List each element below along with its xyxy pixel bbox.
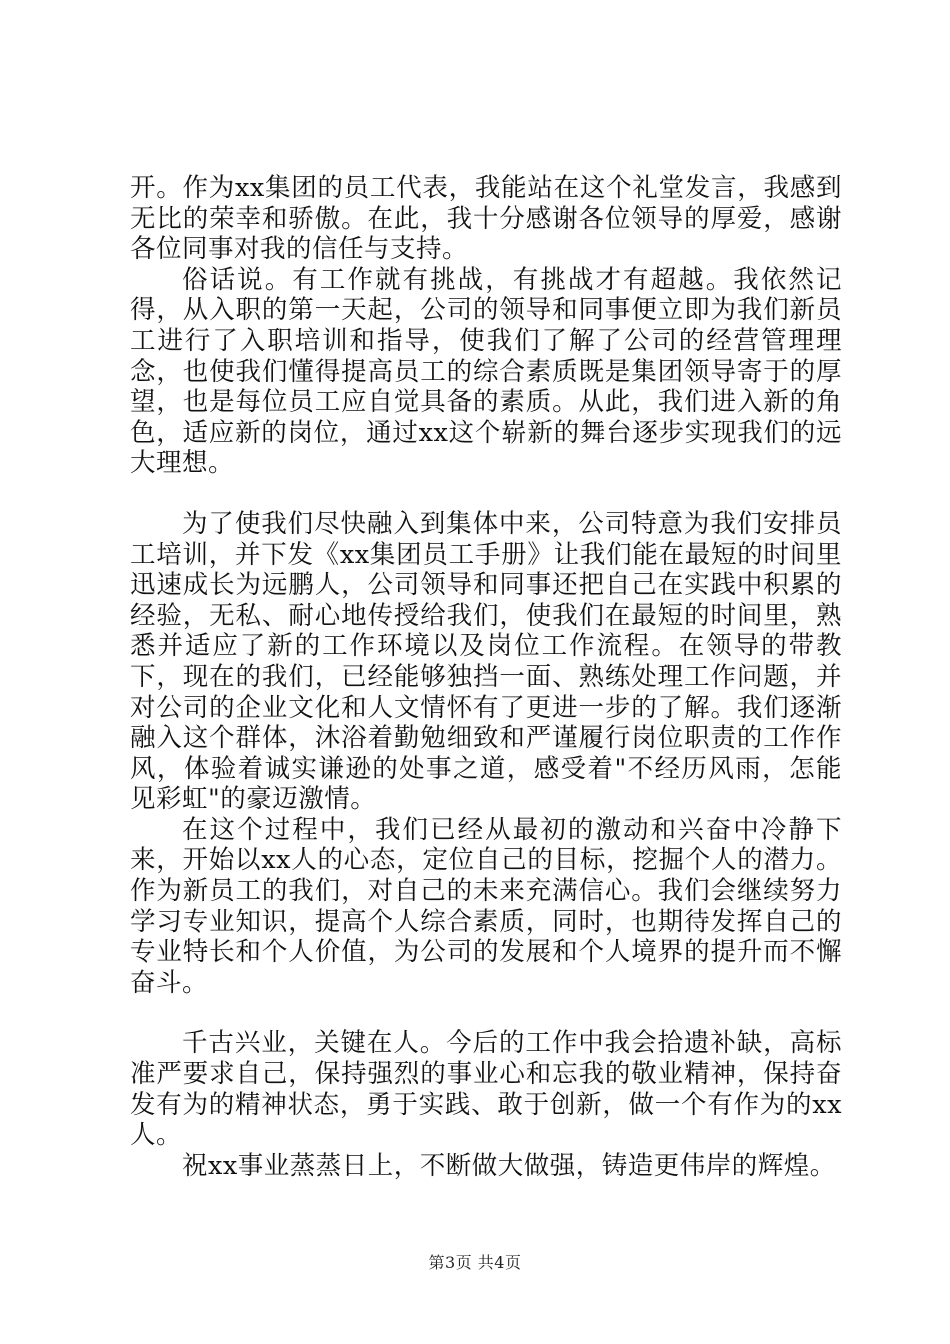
paragraph-challenge: 俗话说。有工作就有挑战，有挑战才有超越。我依然记得，从入职的第一天起，公司的领导和同事便立即为我们新员工进行了入职培训和指导，使我们了解了公司的经营管理理念，也使我们懂得提高员工的综合素质既是集团领导寄于的厚望，也是每位员工应自觉具备的素质。从此，我们进入新的角色，适应新的岗位，通过xx这个崭新的舞台逐步实现我们的远大理想。 [130, 264, 842, 479]
paragraph-commitment: 千古兴业，关键在人。今后的工作中我会拾遗补缺，高标准严要求自己，保持强烈的事业心和忘我的敬业精神，保持奋发有为的精神状态，勇于实践、敢于创新，做一个有作为的xx人。 [130, 1028, 842, 1151]
document-body [130, 173, 842, 1181]
page-footer: 第3页 共4页 [428, 1253, 522, 1272]
paragraph-continuation: 开。作为xx集团的员工代表，我能站在这个礼堂发言，我感到无比的荣幸和骄傲。在此，我十分感谢各位领导的厚爱，感谢各位同事对我的信任与支持。 [130, 173, 842, 265]
paragraph-process: 在这个过程中，我们已经从最初的激动和兴奋中冷静下来，开始以xx人的心态，定位自己的目标，挖掘个人的潜力。作为新员工的我们，对自己的未来充满信心。我们会继续努力学习专业知识，提高个人综合素质，同时，也期待发挥自己的专业特长和个人价值，为公司的发展和个人境界的提升而不懈奋斗。 [130, 814, 842, 998]
paragraph-closing-wish: 祝xx事业蒸蒸日上，不断做大做强，铸造更伟岸的辉煌。 [182, 1150, 836, 1181]
paragraph-training: 为了使我们尽快融入到集体中来，公司特意为我们安排员工培训，并下发《xx集团员工手册》让我们能在最短的时间里迅速成长为远鹏人，公司领导和同事还把自己在实践中积累的经验，无私、耐心地传授给我们，使我们在最短的时间里，熟悉并适应了新的工作环境以及岗位工作流程。在领导的带教下，现在的我们，已经能够独挡一面、熟练处理工作问题，并对公司的企业文化和人文情怀有了更进一步的了解。我们逐渐融入这个群体，沐浴着勤勉细致和严谨履行岗位职责的工作作风，体验着诚实谦逊的处事之道，感受着"不经历风雨，怎能见彩虹"的豪迈激情。 [130, 508, 842, 815]
